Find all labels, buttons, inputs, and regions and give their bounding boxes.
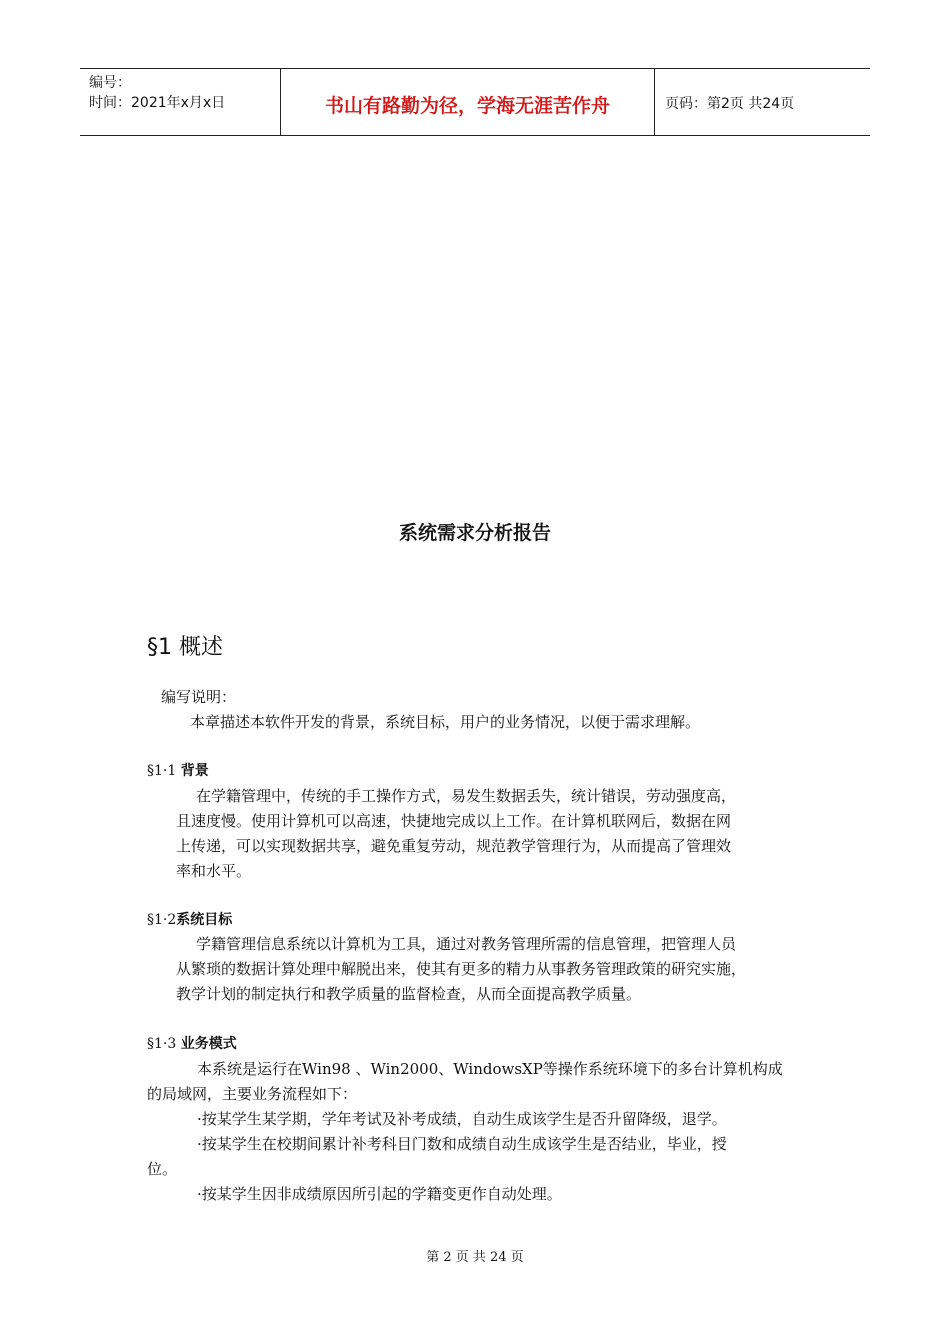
document-title: 系统需求分析报告 bbox=[398, 522, 551, 544]
section-heading-business bbox=[147, 1033, 237, 1055]
paragraph-line: 率和水平。 bbox=[176, 862, 252, 880]
list-item: ·按某学生某学期，学年考试及补考成绩，自动生成该学生是否升留降级，退学。 bbox=[197, 1110, 727, 1128]
number-label: 编号： bbox=[89, 75, 131, 91]
header-motto: 书山有路勤为径，学海无涯苦作舟 bbox=[281, 69, 655, 135]
intro-text: 本章描述本软件开发的背景，系统目标，用户的业务情况，以便于需求理解。 bbox=[190, 713, 701, 731]
section-body-background bbox=[176, 784, 836, 884]
header-page-info: 页码：第2页 共24页 bbox=[665, 96, 795, 112]
paragraph-line: 教学计划的制定执行和教学质量的监督检查，从而全面提高教学质量。 bbox=[176, 985, 642, 1003]
intro-label: 编写说明： bbox=[161, 688, 237, 706]
section-number: §1·3 bbox=[147, 1036, 181, 1052]
section-number: §1·1 bbox=[147, 763, 181, 779]
page-footer: 第 2 页 共 24 页 bbox=[426, 1250, 524, 1265]
section-title: 业务模式 bbox=[180, 1036, 237, 1052]
paragraph-line: 上传递，可以实现数据共享，避免重复劳动，规范教学管理行为，从而提高了管理效 bbox=[176, 837, 732, 855]
section-heading-goals bbox=[147, 909, 232, 931]
paragraph-line: 的局域网，主要业务流程如下： bbox=[147, 1085, 358, 1103]
chapter-heading: §1 概述 bbox=[147, 635, 223, 660]
section-title: 系统目标 bbox=[176, 912, 233, 928]
header-meta bbox=[80, 69, 281, 135]
paragraph-line: 在学籍管理中，传统的手工操作方式，易发生数据丢失，统计错误，劳动强度高， bbox=[196, 787, 737, 805]
paragraph-line: 且速度慢。使用计算机可以高速，快捷地完成以上工作。在计算机联网后，数据在网 bbox=[176, 812, 732, 830]
paragraph-line: 从繁琐的数据计算处理中解脱出来，使其有更多的精力从事教务管理政策的研究实施， bbox=[176, 960, 747, 978]
section-number: §1·2 bbox=[147, 912, 177, 928]
section-heading-background bbox=[147, 760, 209, 782]
page-header bbox=[80, 68, 870, 136]
list-item: ·按某学生因非成绩原因所引起的学籍变更作自动处理。 bbox=[197, 1185, 562, 1203]
paragraph-line: 本系统是运行在Win98 、Win2000、WindowsXP等操作系统环境下的多台计算机构成 bbox=[197, 1060, 783, 1078]
list-item: ·按某学生在校期间累计补考科目门数和成绩自动生成该学生是否结业，毕业，授 bbox=[197, 1135, 727, 1153]
paragraph-line: 学籍管理信息系统以计算机为工具，通过对教务管理所需的信息管理，把管理人员 bbox=[196, 935, 737, 953]
time-label: 时间：2021年x月x日 bbox=[89, 95, 226, 111]
section-body-business bbox=[147, 1057, 847, 1207]
section-body-goals bbox=[176, 932, 856, 1007]
section-title: 背景 bbox=[180, 763, 209, 779]
list-item-continuation: 位。 bbox=[147, 1160, 178, 1178]
